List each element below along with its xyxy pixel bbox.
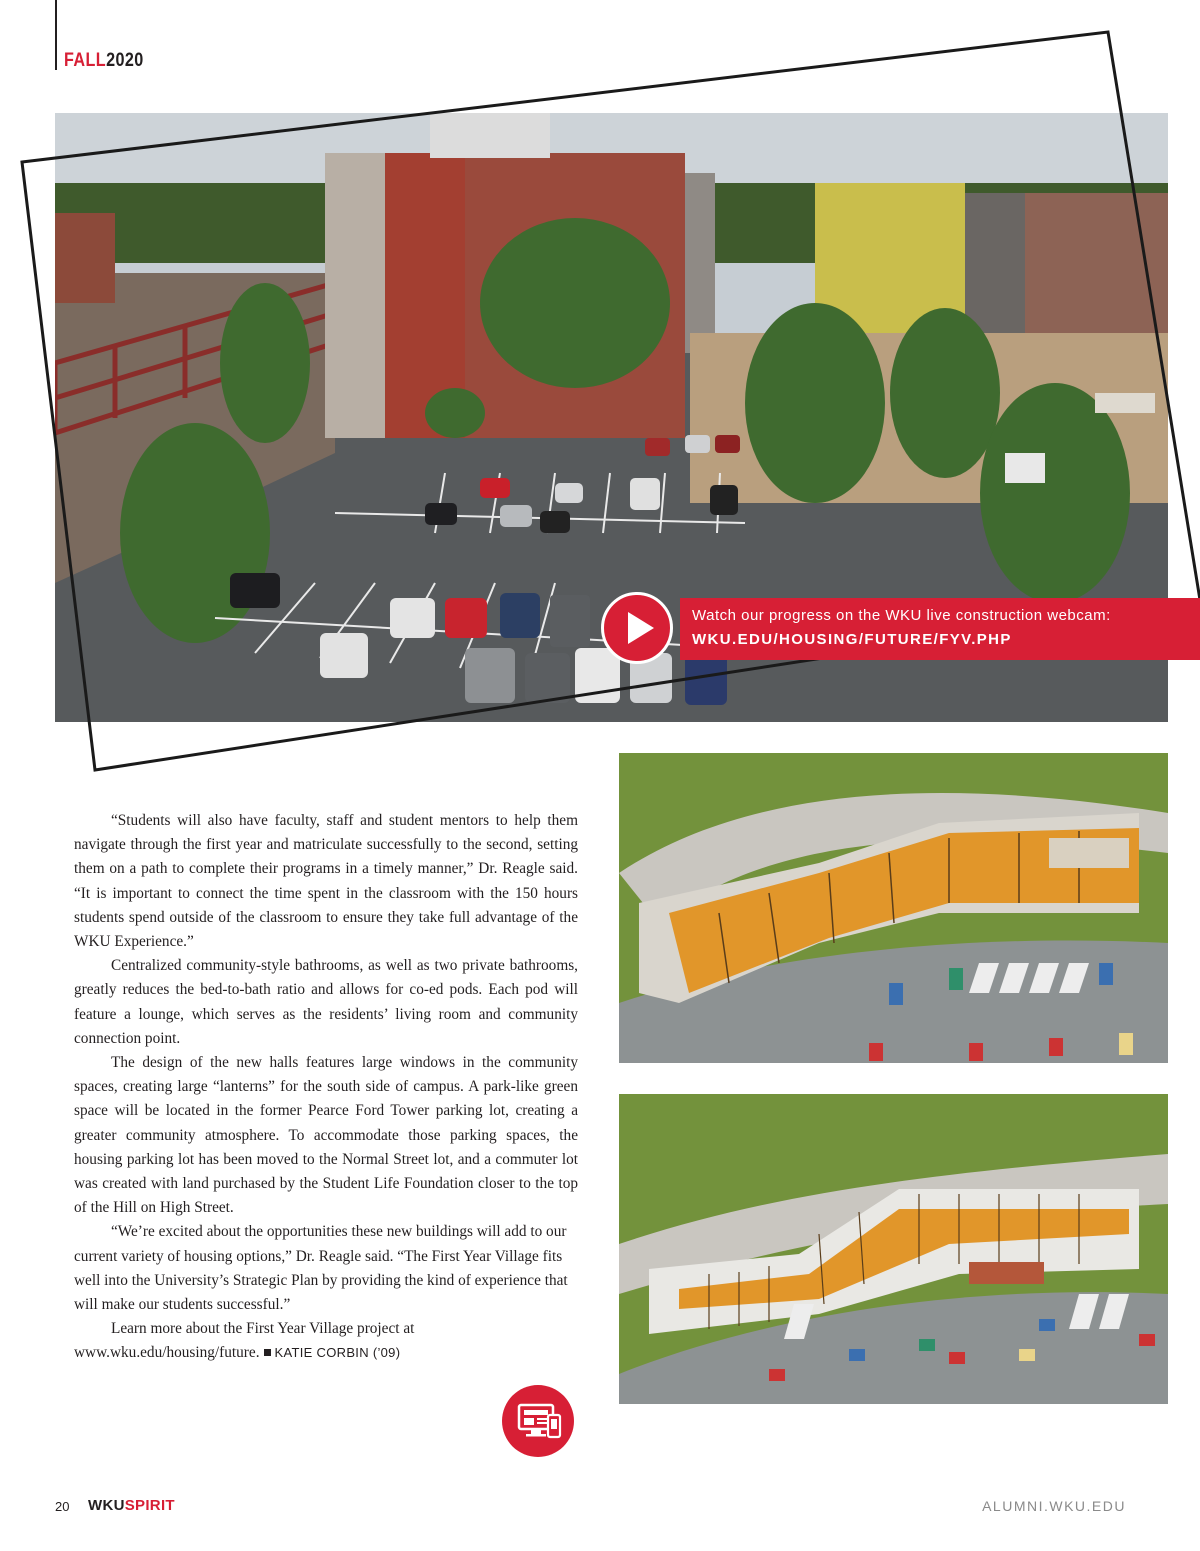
article-closing <box>74 1317 578 1365</box>
site-plan-rendering-2 <box>619 1094 1168 1404</box>
magazine-name <box>88 1497 175 1514</box>
article-paragraph: Centralized community-style bathrooms, as well as two private bathrooms, greatly reduces the bed-to-bath ratio and allows for co-ed pods. Each pod will feature a lounge, which serves as the residents’ living room and community connection point. <box>74 957 578 1047</box>
article-paragraph: “Students will also have faculty, staff and student mentors to help them navigate through the first year and matriculate successfully to the second, setting them on a path to complete their programs in a timely manner,” Dr. Reagle said. “It is important to connect the time spent in the classroom with the 150 hours students spend outside of the classroom to ensure they take full advantage of the WKU Experience.” <box>74 812 578 951</box>
digital-devices-icon <box>502 1385 574 1457</box>
article-body <box>74 809 578 1366</box>
magazine-name-part-1: WKU <box>88 1497 125 1514</box>
play-triangle <box>628 612 654 644</box>
header-rule <box>55 0 57 70</box>
magazine-name-part-2: SPIRIT <box>124 1497 175 1514</box>
webcam-caption: Watch our progress on the WKU live construction webcam: <box>692 607 1111 624</box>
page-number: 20 <box>55 1499 70 1514</box>
play-icon[interactable] <box>601 592 673 664</box>
issue-label <box>64 50 144 72</box>
article-paragraph: Learn more about the First Year Village project at www.wku.edu/housing/future. <box>74 1320 415 1362</box>
end-mark-icon <box>264 1349 271 1356</box>
article-paragraph: “We’re excited about the opportunities these new buildings will add to our current variety of housing options,” Dr. Reagle said. “The First Year Village fits well into the University’s Strategic Plan by providing the kind of experience that will make our students successful.” <box>74 1223 568 1314</box>
webcam-url-link[interactable]: WKU.EDU/HOUSING/FUTURE/FYV.PHP <box>692 631 1012 648</box>
issue-season: FALL <box>64 50 107 71</box>
website-link[interactable]: ALUMNI.WKU.EDU <box>982 1498 1126 1514</box>
webcam-callout <box>692 606 1111 651</box>
byline: KATIE CORBIN (’09) <box>274 1345 401 1361</box>
site-plan-rendering-1 <box>619 753 1168 1063</box>
article-paragraph: The design of the new halls features large windows in the community spaces, creating large “lanterns” for the south side of campus. A park-like green space will be located in the former Pearce Ford Tower parking lot, creating a greater community atmosphere. To accommodate those parking spaces, the housing parking lot has been moved to the Normal Street lot, and a commuter lot was created with land purchased by the Student Life Foundation closer to the top of the Hill on High Street. <box>74 1054 578 1217</box>
issue-year: 2020 <box>106 50 144 71</box>
